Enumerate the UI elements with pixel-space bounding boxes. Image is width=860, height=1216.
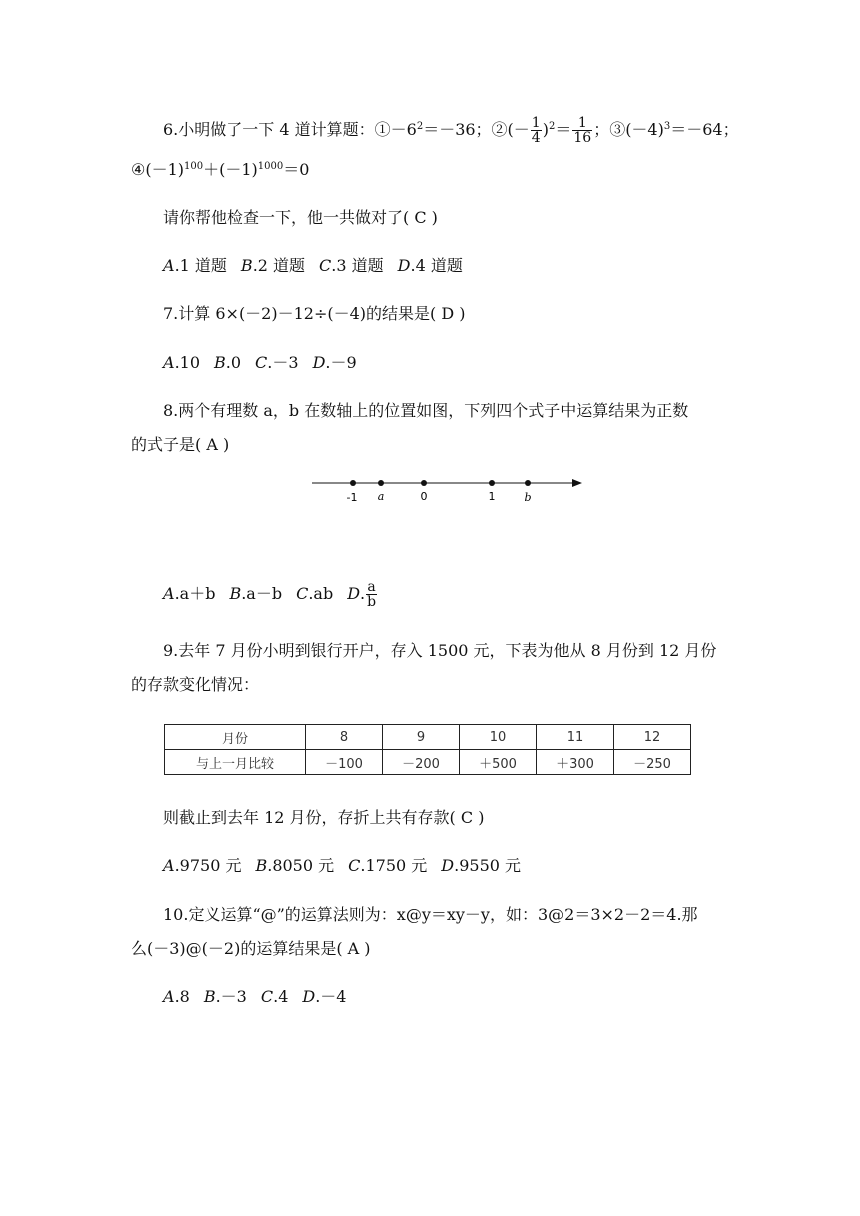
deposit-table [164,724,691,775]
table-cell: －250 [614,750,691,775]
option-letter: B [240,256,253,275]
q7-options [163,353,357,373]
q9-stem-line2: 的存款变化情况： [131,675,260,694]
option-text: .－9 [325,353,357,372]
table-cell: 8 [306,725,383,750]
option-letter: A [163,987,175,1006]
exponent: 100 [184,161,204,172]
table-cell: ＋500 [460,750,537,775]
point-minus-one [350,480,356,486]
q6-line2 [131,160,309,180]
option-letter: B [203,987,216,1006]
fraction [572,116,592,145]
point-a [378,480,384,486]
table-cell: 11 [537,725,614,750]
option-text: .2 道题 [252,256,306,275]
q6-line1 [163,116,739,145]
denominator: 4 [531,130,541,146]
option-letter: D [302,987,316,1006]
q6-text: ＝－64； [670,120,739,139]
option-letter: C [296,584,309,603]
option-text: .ab [308,584,334,603]
option-text: .8050 元 [267,856,335,875]
option-text: .1750 元 [360,856,428,875]
q9-stem-line1: 9.去年 7 月份小明到银行开户，存入 1500 元，下表为他从 8 月份到 12 月份 [163,641,717,660]
q6-text: 6.小明做了一下 4 道计算题：①－6 [163,120,417,139]
table-cell: ＋300 [537,750,614,775]
option-letter: D [347,584,361,603]
option-letter: C [319,256,332,275]
option-text: .4 道题 [410,256,463,275]
point-one [489,480,495,486]
denominator: b [367,594,377,610]
table-cell: 与上一月比较 [165,750,306,775]
option-letter: C [255,353,268,372]
label-zero: 0 [420,490,428,503]
option-text: .10 [174,353,201,372]
q6-prompt: 请你帮他检查一下，他一共做对了( C ) [163,208,438,227]
option-letter: A [163,353,175,372]
option-text: .8 [174,987,190,1006]
point-b [525,480,531,486]
option-text: .a＋b [174,584,216,603]
option-letter: D [441,856,455,875]
q10-options [163,987,347,1007]
table-cell: －100 [306,750,383,775]
option-letter: A [163,856,175,875]
table-header-row [165,725,691,750]
fraction [531,116,542,145]
fraction [366,580,377,609]
q9-prompt: 则截止到去年 12 月份，存折上共有存款( C ) [163,808,485,827]
option-text: .1 道题 [174,256,227,275]
table-cell: 10 [460,725,537,750]
option-text: .9750 元 [174,856,242,875]
option-text: .－4 [315,987,347,1006]
q8-stem-line2: 的式子是( A ) [131,435,230,454]
q9-options [163,856,521,876]
q10-stem-line2: 么(－3)@(－2)的运算结果是( A ) [131,939,371,958]
table-cell: 12 [614,725,691,750]
q6-text: ；③(－4) [593,120,664,139]
table-cell: 9 [383,725,460,750]
option-letter: C [260,987,274,1006]
option-text: .0 [225,353,242,372]
option-text: .3 道题 [331,256,384,275]
option-letter: A [163,584,175,603]
label-a: a [377,490,385,503]
option-letter: B [229,584,242,603]
option-text: .4 [273,987,289,1006]
q6-text: ＋(－1) [203,160,258,179]
table-row [165,750,691,775]
q8-stem-line1: 8.两个有理数 a，b 在数轴上的位置如图，下列四个式子中运算结果为正数 [163,401,689,420]
exponent: 1000 [257,161,284,172]
label-minus-one: -1 [346,491,358,504]
option-text: .－3 [267,353,299,372]
exponent: 2 [416,121,424,132]
option-text: .a－b [241,584,283,603]
option-letter: D [312,353,326,372]
label-b: b [524,491,532,504]
q8-options [163,580,378,609]
q6-text: ＝ [555,120,572,139]
table-cell: －200 [383,750,460,775]
numerator: a [367,579,376,595]
q6-text: ＝0 [283,160,310,179]
option-letter: A [163,256,175,275]
option-text: . [360,584,366,603]
option-letter: B [214,353,226,372]
exponent: 3 [663,121,671,132]
label-one: 1 [488,490,496,503]
number-line-arrow [572,479,582,487]
q6-options [163,256,463,276]
q6-text: ＝－36；②(－ [423,120,530,139]
option-text: .－3 [215,987,247,1006]
option-text: .9550 元 [454,856,522,875]
number-line-figure [310,470,590,510]
numerator: 1 [572,116,592,131]
table-cell: 月份 [165,725,306,750]
exponent: 2 [548,121,556,132]
q10-stem-line1: 10.定义运算“@”的运算法则为：x@y＝xy－y，如：3@2＝3×2－2＝4.那 [163,905,698,924]
numerator: 1 [531,115,541,131]
option-letter: D [397,256,411,275]
q6-text: ) [542,120,549,139]
q6-text: ④(－1) [131,160,185,179]
q7-stem: 7.计算 6×(－2)－12÷(－4)的结果是( D ) [163,304,466,323]
option-letter: B [255,856,268,875]
option-letter: C [348,856,361,875]
denominator: 16 [573,130,592,146]
point-zero [421,480,427,486]
